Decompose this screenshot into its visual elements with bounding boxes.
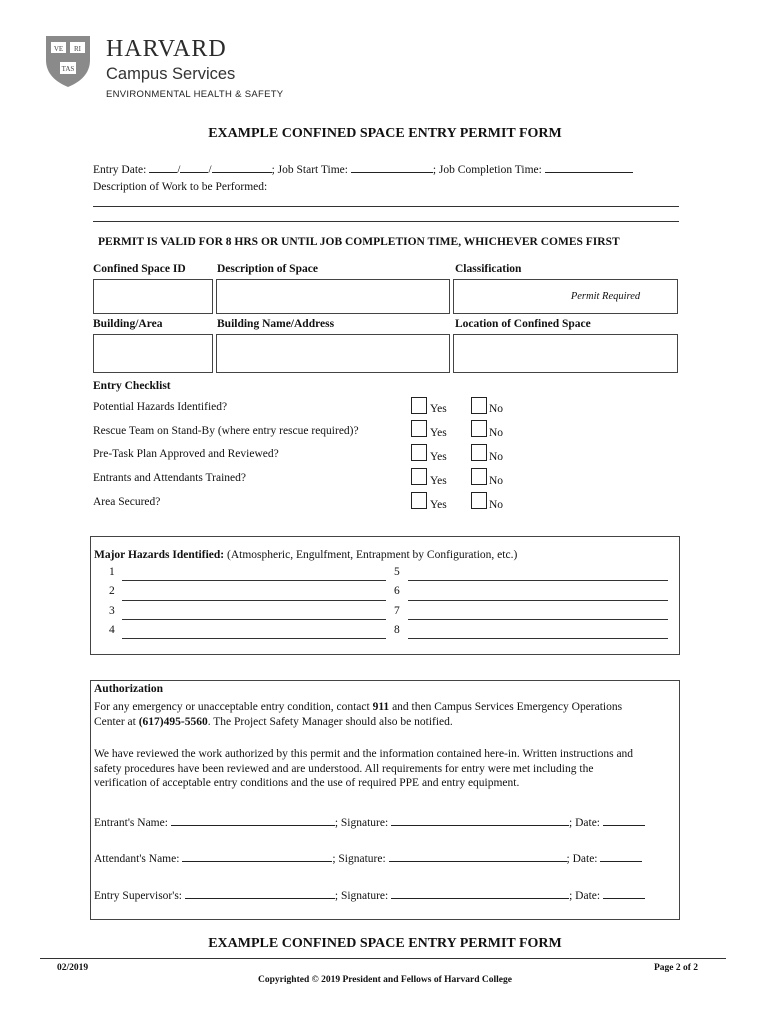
no-checkbox[interactable] — [471, 420, 487, 437]
hazard-line[interactable] — [408, 638, 668, 639]
entrant-date-field[interactable] — [603, 815, 645, 826]
job-completion-field[interactable] — [545, 162, 633, 173]
entrant-name-field[interactable] — [171, 815, 335, 826]
emergency-paragraph-line-1 — [94, 701, 622, 713]
job-start-field[interactable] — [351, 162, 433, 173]
shield-text-tas: TAS — [61, 65, 75, 73]
emergency-text-b: and then Campus Services Emergency Operations — [392, 701, 623, 713]
header-classification: Classification — [455, 263, 522, 275]
description-label: Description of Work to be Performed: — [93, 181, 268, 193]
job-completion-label: ; Job Completion Time: — [432, 164, 542, 176]
acknowledgement-line-1: We have reviewed the work authorized by this permit and the information contained here-in. Written instructions and — [94, 748, 634, 760]
description-of-space-field[interactable] — [216, 279, 450, 314]
entry-date-label: Entry Date: — [93, 164, 147, 176]
entry-date-year-field[interactable] — [212, 162, 272, 173]
supervisor-signature-label: ; Signature: — [334, 890, 389, 902]
attendant-date-label: ; Date: — [566, 853, 598, 865]
attendant-date-field[interactable] — [600, 851, 642, 862]
checklist-item: Pre-Task Plan Approved and Reviewed? — [93, 448, 279, 460]
description-line-2[interactable] — [93, 221, 679, 222]
form-title: EXAMPLE CONFINED SPACE ENTRY PERMIT FORM — [208, 126, 562, 141]
emergency-phone: (617)495-5560 — [138, 716, 208, 728]
hazard-line[interactable] — [122, 600, 386, 601]
no-label: No — [489, 499, 504, 511]
building-name-address-field[interactable] — [216, 334, 450, 373]
harvard-shield-logo — [44, 34, 92, 88]
yes-label: Yes — [430, 475, 447, 487]
hazards-heading — [94, 549, 517, 561]
yes-label: Yes — [430, 427, 447, 439]
no-label: No — [489, 451, 504, 463]
hazard-number: 5 — [394, 566, 400, 578]
entrant-signature-row — [94, 815, 645, 829]
hazard-number: 1 — [109, 566, 115, 578]
hazard-number: 2 — [109, 585, 115, 597]
yes-checkbox[interactable] — [411, 397, 427, 414]
authorization-title: Authorization — [94, 683, 163, 695]
emergency-text-d: . The Project Safety Manager should also be notified. — [207, 716, 453, 728]
header-building-area: Building/Area — [93, 318, 163, 330]
validity-notice: PERMIT IS VALID FOR 8 HRS OR UNTIL JOB COMPLETION TIME, WHICHEVER COMES FIRST — [98, 236, 620, 248]
no-checkbox[interactable] — [471, 397, 487, 414]
no-label: No — [489, 403, 504, 415]
footer-page-number: Page 2 of 2 — [654, 963, 699, 973]
checklist-item: Rescue Team on Stand-By (where entry rescue required)? — [93, 425, 359, 437]
attendant-signature-label: ; Signature: — [332, 853, 386, 865]
hazards-subtitle: (Atmospheric, Engulfment, Entrapment by Configuration, etc.) — [226, 549, 518, 561]
hazard-number: 4 — [109, 624, 115, 636]
checklist-item: Entrants and Attendants Trained? — [93, 472, 246, 484]
unit-name: Campus Services — [106, 65, 236, 83]
yes-label: Yes — [430, 403, 447, 415]
supervisor-name-label: Entry Supervisor's: — [94, 890, 182, 902]
confined-space-id-field[interactable] — [93, 279, 213, 314]
footer-copyright: Copyrighted © 2019 President and Fellows of Harvard College — [258, 975, 512, 985]
hazard-line[interactable] — [122, 638, 386, 639]
hazard-number: 8 — [394, 624, 400, 636]
emergency-text-a: For any emergency or unacceptable entry condition, contact — [94, 701, 370, 713]
attendant-name-field[interactable] — [182, 851, 332, 862]
header-location-of-confined-space: Location of Confined Space — [455, 318, 591, 330]
entrant-signature-field[interactable] — [391, 815, 569, 826]
checklist-item: Area Secured? — [93, 496, 161, 508]
acknowledgement-line-3: verification of acceptable entry conditions and the use of required PPE and entry equipment. — [94, 777, 520, 789]
hazard-line[interactable] — [122, 580, 386, 581]
supervisor-date-field[interactable] — [603, 888, 645, 899]
classification-value: Permit Required — [570, 291, 641, 302]
entry-date-month-field[interactable] — [149, 162, 177, 173]
no-label: No — [489, 475, 504, 487]
hazard-line[interactable] — [408, 619, 668, 620]
no-checkbox[interactable] — [471, 492, 487, 509]
description-line-1[interactable] — [93, 206, 679, 207]
emergency-number: 911 — [372, 701, 390, 713]
hazard-line[interactable] — [408, 580, 668, 581]
entry-line: Entry Date: / / ; Job Start Time: ; Job Completion Time: — [93, 162, 633, 176]
hazard-number: 3 — [109, 605, 115, 617]
checklist-item: Potential Hazards Identified? — [93, 401, 228, 413]
yes-checkbox[interactable] — [411, 444, 427, 461]
building-area-field[interactable] — [93, 334, 213, 373]
location-field[interactable] — [453, 334, 678, 373]
entrant-date-label: ; Date: — [569, 817, 601, 829]
no-checkbox[interactable] — [471, 444, 487, 461]
attendant-name-label: Attendant's Name: — [94, 853, 180, 865]
hazard-line[interactable] — [408, 600, 668, 601]
shield-text-ve: VE — [53, 45, 64, 53]
supervisor-signature-field[interactable] — [391, 888, 569, 899]
yes-checkbox[interactable] — [411, 492, 427, 509]
no-label: No — [489, 427, 504, 439]
attendant-signature-row — [94, 851, 642, 865]
dept-name: ENVIRONMENTAL HEALTH & SAFETY — [106, 89, 284, 100]
hazards-title: Major Hazards Identified: — [94, 549, 225, 561]
hazard-number: 6 — [394, 585, 400, 597]
yes-checkbox[interactable] — [411, 468, 427, 485]
footer-date: 02/2019 — [57, 963, 89, 973]
footer-title: EXAMPLE CONFINED SPACE ENTRY PERMIT FORM — [208, 936, 562, 951]
emergency-text-c: Center at — [94, 716, 136, 728]
acknowledgement-line-2: safety procedures have been reviewed and are understood. All requirements for entry were met including the — [94, 763, 594, 775]
supervisor-date-label: ; Date: — [569, 890, 601, 902]
supervisor-signature-row — [94, 888, 645, 902]
no-checkbox[interactable] — [471, 468, 487, 485]
shield-text-ri: RI — [74, 45, 81, 53]
org-name: HARVARD — [106, 36, 227, 62]
checklist-title: Entry Checklist — [93, 380, 171, 392]
attendant-signature-field[interactable] — [389, 851, 567, 862]
entry-date-day-field[interactable] — [180, 162, 208, 173]
classification-field[interactable] — [453, 279, 678, 314]
yes-label: Yes — [430, 451, 447, 463]
job-start-label: ; Job Start Time: — [271, 164, 348, 176]
yes-checkbox[interactable] — [411, 420, 427, 437]
hazard-number: 7 — [394, 605, 400, 617]
supervisor-name-field[interactable] — [185, 888, 335, 899]
entrant-signature-label: ; Signature: — [334, 817, 389, 829]
header-confined-space-id: Confined Space ID — [93, 263, 186, 275]
header-building-name-address: Building Name/Address — [217, 318, 335, 330]
entrant-name-label: Entrant's Name: — [94, 817, 168, 829]
footer-divider — [40, 958, 726, 959]
emergency-paragraph-line-2 — [94, 716, 453, 728]
header-description-of-space: Description of Space — [217, 263, 318, 275]
yes-label: Yes — [430, 499, 447, 511]
hazard-line[interactable] — [122, 619, 386, 620]
